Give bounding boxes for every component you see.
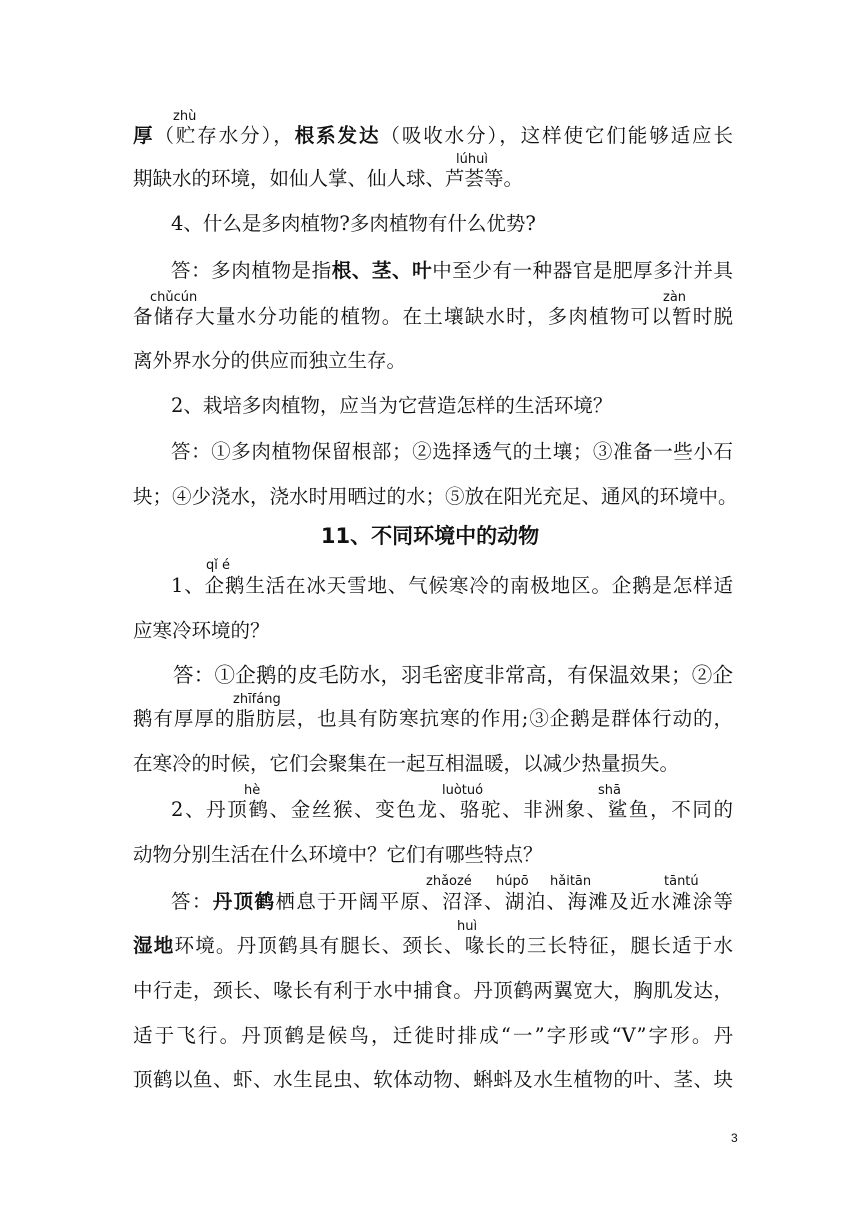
answer-line xyxy=(171,259,733,283)
answer-line: 备储存大量水分功能的植物。在土壤缺水时，多肉植物可以暂时脱 xyxy=(133,305,733,328)
question: 1、企鹅生活在冰天雪地、气候寒冷的南极地区。企鹅是怎样适 xyxy=(171,574,733,597)
bold-text: 根、茎、叶 xyxy=(331,259,433,282)
text-line xyxy=(133,124,733,148)
bold-text: 厚 xyxy=(133,124,155,147)
answer-line: 在寒冷的时候，它们会聚集在一起互相温暖，以减少热量损失。 xyxy=(133,752,680,775)
pinyin-annotation: chǔcún xyxy=(150,290,198,305)
answer-line: 离外界水分的供应而独立生存。 xyxy=(133,349,407,372)
answer-line xyxy=(133,934,733,958)
answer-line: 鹅有厚厚的脂肪层，也具有防寒抗寒的作用;③企鹅是群体行动的， xyxy=(133,707,733,730)
text: （吸收水分），这样使它们能够适应长 xyxy=(380,124,733,147)
question: 应寒冷环境的？ xyxy=(133,619,270,642)
pinyin-annotation: hǎitān xyxy=(550,874,592,889)
text: （贮存水分）， xyxy=(154,124,295,147)
pinyin-annotation: zhǎozé xyxy=(426,874,472,889)
answer-line xyxy=(171,890,733,914)
bold-text: 湿地 xyxy=(133,934,175,957)
answer-line: 中行走，颈长、喙长有利于水中捕食。丹顶鹤两翼宽大，胸肌发达， xyxy=(133,979,733,1002)
pinyin-annotation: zàn xyxy=(663,290,687,305)
pinyin-annotation: zhù xyxy=(173,109,197,124)
section-title: 11、不同环境中的动物 xyxy=(320,524,540,548)
answer-line: 适于飞行。丹顶鹤是候鸟，迁徙时排成“一”字形或“V”字形。丹 xyxy=(133,1024,733,1047)
answer-line: 块；④少浇水，浇水时用晒过的水；⑤放在阳光充足、通风的环境中。 xyxy=(133,485,738,508)
text: 栖息于开阔平原、沼泽、湖泊、海滩及近水滩涂等 xyxy=(275,890,733,913)
bold-text: 根系发达 xyxy=(294,124,381,147)
pinyin-annotation: húpō xyxy=(496,874,529,889)
question: 2、栽培多肉植物，应当为它营造怎样的生活环境？ xyxy=(171,394,613,417)
question: 4、什么是多肉植物?多肉植物有什么优势? xyxy=(171,212,536,235)
page-number: 3 xyxy=(731,1131,738,1145)
text-line: 期缺水的环境，如仙人掌、仙人球、芦荟等。 xyxy=(133,167,524,190)
answer-line: 答：①多肉植物保留根部；②选择透气的土壤；③准备一些小石 xyxy=(171,440,733,463)
pinyin-annotation: hè xyxy=(244,783,261,798)
pinyin-annotation: luòtuó xyxy=(442,783,484,798)
text: 中至少有一种器官是肥厚多汁并具 xyxy=(432,259,733,282)
question: 2、丹顶鹤、金丝猴、变色龙、骆驼、非洲象、鲨鱼，不同的 xyxy=(171,798,733,821)
answer-line: 顶鹤以鱼、虾、水生昆虫、软体动物、蝌蚪及水生植物的叶、茎、块 xyxy=(133,1068,733,1091)
text: 答：多肉植物是指 xyxy=(171,259,332,282)
pinyin-annotation: zhīfáng xyxy=(233,692,281,707)
text: 答： xyxy=(171,890,213,913)
bold-text: 丹顶鹤 xyxy=(212,890,276,913)
question: 动物分别生活在什么环境中？它们有哪些特点？ xyxy=(133,843,543,866)
answer-line: 答：①企鹅的皮毛防水，羽毛密度非常高，有保温效果；②企 xyxy=(173,663,733,687)
pinyin-annotation: qǐ é xyxy=(206,558,230,573)
text: 环境。丹顶鹤具有腿长、颈长、喙长的三长特征，腿长适于水 xyxy=(174,934,733,957)
pinyin-annotation: shā xyxy=(598,783,621,798)
pinyin-annotation: huì xyxy=(457,919,478,934)
pinyin-annotation: lúhuì xyxy=(456,152,488,167)
pinyin-annotation: tāntú xyxy=(664,874,699,889)
